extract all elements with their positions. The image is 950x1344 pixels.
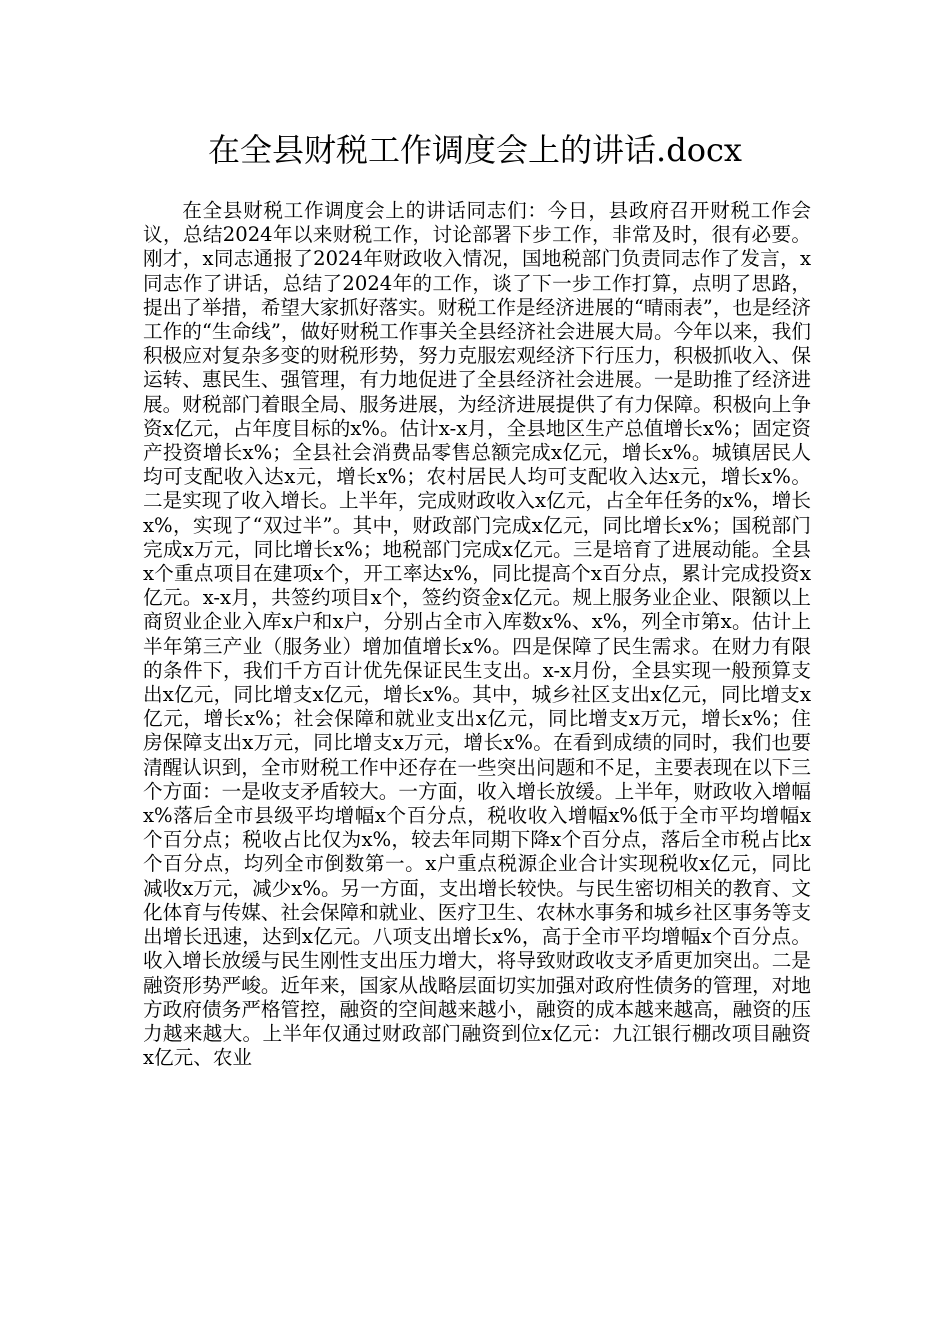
document-title: 在全县财税工作调度会上的讲话.docx — [208, 131, 742, 169]
document-body-paragraph: 在全县财税工作调度会上的讲话同志们：今日，县政府召开财税工作会议，总结2024年以来财税工作，讨论部署下步工作，非常及时，很有必要。刚才，x同志通报了2024年财政收入情况，国地税部门负责同志作了发言，x同志作了讲话，总结了2024年的工作，谈了下一步工作打算，点明了思路，提出了举措，希望大家抓好落实。财税工作是经济进展的“晴雨表”，也是经济工作的“生命线”，做好财税工作事关全县经济社会进展大局。今年以来，我们积极应对复杂多变的财税形势，努力克服宏观经济下行压力，积极抓收入、保运转、惠民生、强管理，有力地促进了全县经济社会进展。一是助推了经济进展。财税部门着眼全局、服务进展，为经济进展提供了有力保障。积极向上争资x亿元，占年度目标的x%。估计x-x月，全县地区生产总值增长x%；固定资产投资增长x%；全县社会消费品零售总额完成x亿元，增长x%。城镇居民人均可支配收入达x元，增长x%；农村居民人均可支配收入达x元，增长x%。二是实现了收入增长。上半年，完成财政收入x亿元，占全年任务的x%，增长x%，实现了“双过半”。其中，财政部门完成x亿元，同比增长x%；国税部门完成x万元，同比增长x%；地税部门完成x亿元。三是培育了进展动能。全县x个重点项目在建项x个，开工率达x%，同比提高个x百分点，累计完成投资x亿元。x-x月，共签约项目x个，签约资金x亿元。规上服务业企业、限额以上商贸业企业入库x户和x户，分别占全市入库数x%、x%，列全市第x。估计上半年第三产业（服务业）增加值增长x%。四是保障了民生需求。在财力有限的条件下，我们千方百计优先保证民生支出。x-x月份，全县实现一般预算支出x亿元，同比增支x亿元，增长x%。其中，城乡社区支出x亿元，同比增支x亿元，增长x%；社会保障和就业支出x亿元，同比增支x万元，增长x%；住房保障支出x万元，同比增支x万元，增长x%。在看到成绩的同时，我们也要清醒认识到，全市财税工作中还存在一些突出问题和不足，主要表现在以下三个方面：一是收支矛盾较大。一方面，收入增长放缓。上半年，财政收入增幅x%落后全市县级平均增幅x个百分点，税收收入增幅x%低于全市平均增幅x个百分点；税收占比仅为x%，较去年同期下降x个百分点，落后全市税占比x个百分点，均列全市倒数第一。x户重点税源企业合计实现税收x亿元，同比减收x万元，减少x%。另一方面，支出增长较快。与民生密切相关的教育、文化体育与传媒、社会保障和就业、医疗卫生、农林水事务和城乡社区事务等支出增长迅速，达到x亿元。八项支出增长x%，高于全市平均增幅x个百分点。收入增长放缓与民生刚性支出压力增大，将导致财政收支矛盾更加突出。二是融资形势严峻。近年来，国家从战略层面切实加强对政府性债务的管理，对地方政府债务严格管控，融资的空间越来越小，融资的成本越来越高，融资的压力越来越大。上半年仅通过财政部门融资到位x亿元：九江银行棚改项目融资x亿元、农业 — [143, 199, 811, 1070]
